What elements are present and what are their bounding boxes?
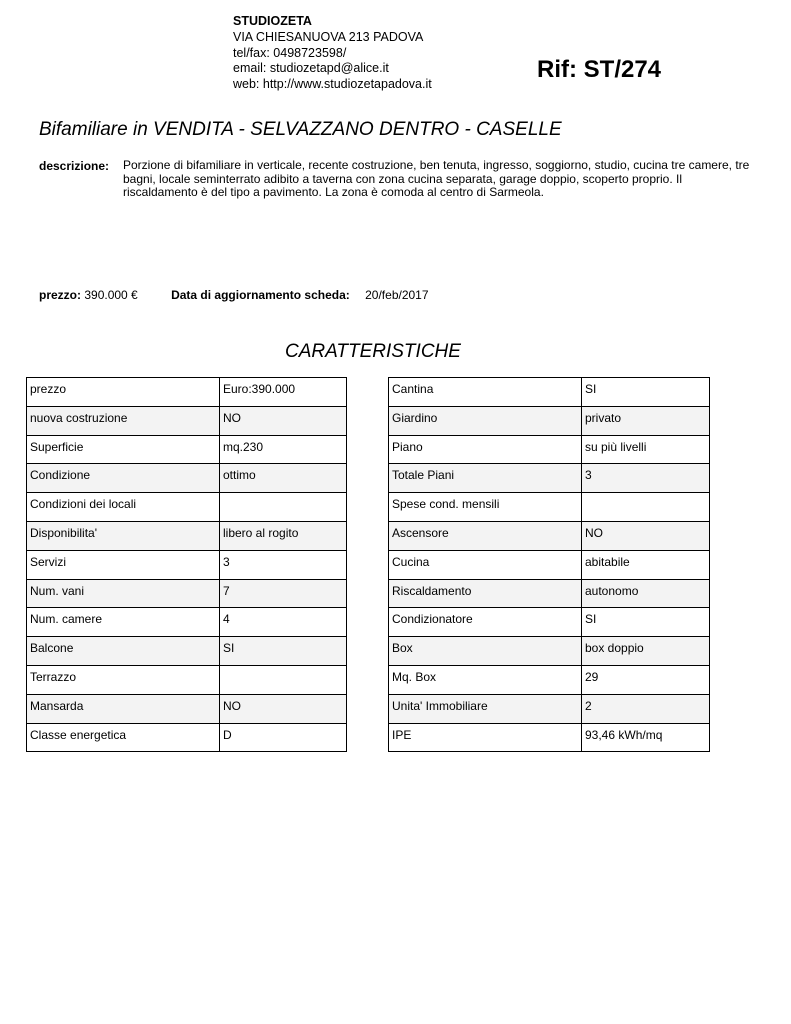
table-row xyxy=(27,694,347,723)
feature-value: SI xyxy=(582,378,710,407)
feature-value: box doppio xyxy=(582,637,710,666)
table-row xyxy=(389,608,710,637)
table-row xyxy=(27,608,347,637)
feature-label: Num. camere xyxy=(27,608,220,637)
agency-email: email: studiozetapd@alice.it xyxy=(233,61,389,76)
feature-label: Superficie xyxy=(27,435,220,464)
feature-value: 2 xyxy=(582,694,710,723)
feature-value: SI xyxy=(220,637,347,666)
reference-code: Rif: ST/274 xyxy=(537,56,662,83)
feature-value: abitabile xyxy=(582,550,710,579)
feature-value: 4 xyxy=(220,608,347,637)
feature-label: Balcone xyxy=(27,637,220,666)
feature-value: ottimo xyxy=(220,464,347,493)
feature-label: Cantina xyxy=(389,378,582,407)
feature-value: SI xyxy=(582,608,710,637)
feature-label: nuova costruzione xyxy=(27,406,220,435)
feature-label: Totale Piani xyxy=(389,464,582,493)
feature-label: Cucina xyxy=(389,550,582,579)
agency-address: VIA CHIESANUOVA 213 PADOVA xyxy=(233,29,424,44)
feature-value: D xyxy=(220,723,347,752)
feature-label: Condizione xyxy=(27,464,220,493)
feature-value: Euro:390.000 xyxy=(220,378,347,407)
listing-title: Bifamiliare in VENDITA - SELVAZZANO DENTRO - CASELLE xyxy=(39,119,562,140)
price-label: prezzo: xyxy=(39,288,81,302)
feature-value: autonomo xyxy=(582,579,710,608)
table-row xyxy=(27,637,347,666)
table-row xyxy=(389,637,710,666)
feature-label: Giardino xyxy=(389,406,582,435)
agency-phone: tel/fax: 0498723598/ xyxy=(233,45,347,60)
table-row xyxy=(389,694,710,723)
update-date-value: 20/feb/2017 xyxy=(365,288,429,302)
feature-label: Mansarda xyxy=(27,694,220,723)
feature-value: 7 xyxy=(220,579,347,608)
feature-label: Terrazzo xyxy=(27,665,220,694)
price-row xyxy=(39,288,429,302)
table-row xyxy=(389,435,710,464)
table-row xyxy=(389,406,710,435)
feature-value: libero al rogito xyxy=(220,521,347,550)
table-row xyxy=(389,550,710,579)
table-row xyxy=(27,464,347,493)
table-row xyxy=(27,378,347,407)
feature-value: privato xyxy=(582,406,710,435)
feature-value xyxy=(220,665,347,694)
feature-value: NO xyxy=(582,521,710,550)
feature-label: Num. vani xyxy=(27,579,220,608)
table-row xyxy=(389,723,710,752)
table-row xyxy=(27,406,347,435)
feature-label: IPE xyxy=(389,723,582,752)
feature-value: 93,46 kWh/mq xyxy=(582,723,710,752)
feature-label: Classe energetica xyxy=(27,723,220,752)
table-row xyxy=(27,521,347,550)
feature-value: NO xyxy=(220,406,347,435)
feature-label: Spese cond. mensili xyxy=(389,493,582,522)
table-row xyxy=(389,493,710,522)
table-row xyxy=(27,435,347,464)
feature-value: 29 xyxy=(582,665,710,694)
price-value: 390.000 € xyxy=(84,288,138,302)
description-text: Porzione di bifamiliare in verticale, recente costruzione, ben tenuta, ingresso, soggiorno, studio, cucina tre camere, tre bagni, locale seminterrato adibito a taverna con zona cucina separata, garage doppio, scoperto proprio. Il riscaldamento è del tipo a pavimento. La zona è comoda al centro di Sarmeola. xyxy=(123,158,750,200)
table-row xyxy=(27,550,347,579)
feature-value: 3 xyxy=(220,550,347,579)
table-row xyxy=(389,579,710,608)
feature-value xyxy=(582,493,710,522)
feature-label: Condizionatore xyxy=(389,608,582,637)
agency-name: STUDIOZETA xyxy=(233,14,312,28)
table-row xyxy=(389,521,710,550)
feature-value: mq.230 xyxy=(220,435,347,464)
feature-label: Ascensore xyxy=(389,521,582,550)
table-row xyxy=(27,665,347,694)
feature-value: 3 xyxy=(582,464,710,493)
table-row xyxy=(27,579,347,608)
feature-label: Disponibilita' xyxy=(27,521,220,550)
feature-label: Servizi xyxy=(27,550,220,579)
feature-label: Box xyxy=(389,637,582,666)
feature-value xyxy=(220,493,347,522)
table-row xyxy=(389,665,710,694)
table-row xyxy=(27,723,347,752)
agency-info xyxy=(233,14,432,93)
feature-label: Condizioni dei locali xyxy=(27,493,220,522)
table-row xyxy=(27,493,347,522)
table-row xyxy=(389,464,710,493)
table-row xyxy=(389,378,710,407)
features-table-left xyxy=(26,377,347,752)
feature-label: prezzo xyxy=(27,378,220,407)
feature-label: Unita' Immobiliare xyxy=(389,694,582,723)
features-table-right xyxy=(388,377,710,752)
feature-label: Riscaldamento xyxy=(389,579,582,608)
feature-label: Piano xyxy=(389,435,582,464)
agency-web: web: http://www.studiozetapadova.it xyxy=(233,77,432,92)
feature-value: NO xyxy=(220,694,347,723)
feature-label: Mq. Box xyxy=(389,665,582,694)
description-label: descrizione: xyxy=(39,159,110,173)
feature-value: su più livelli xyxy=(582,435,710,464)
section-title: CARATTERISTICHE xyxy=(285,341,461,362)
update-date-label: Data di aggiornamento scheda: xyxy=(171,288,350,302)
